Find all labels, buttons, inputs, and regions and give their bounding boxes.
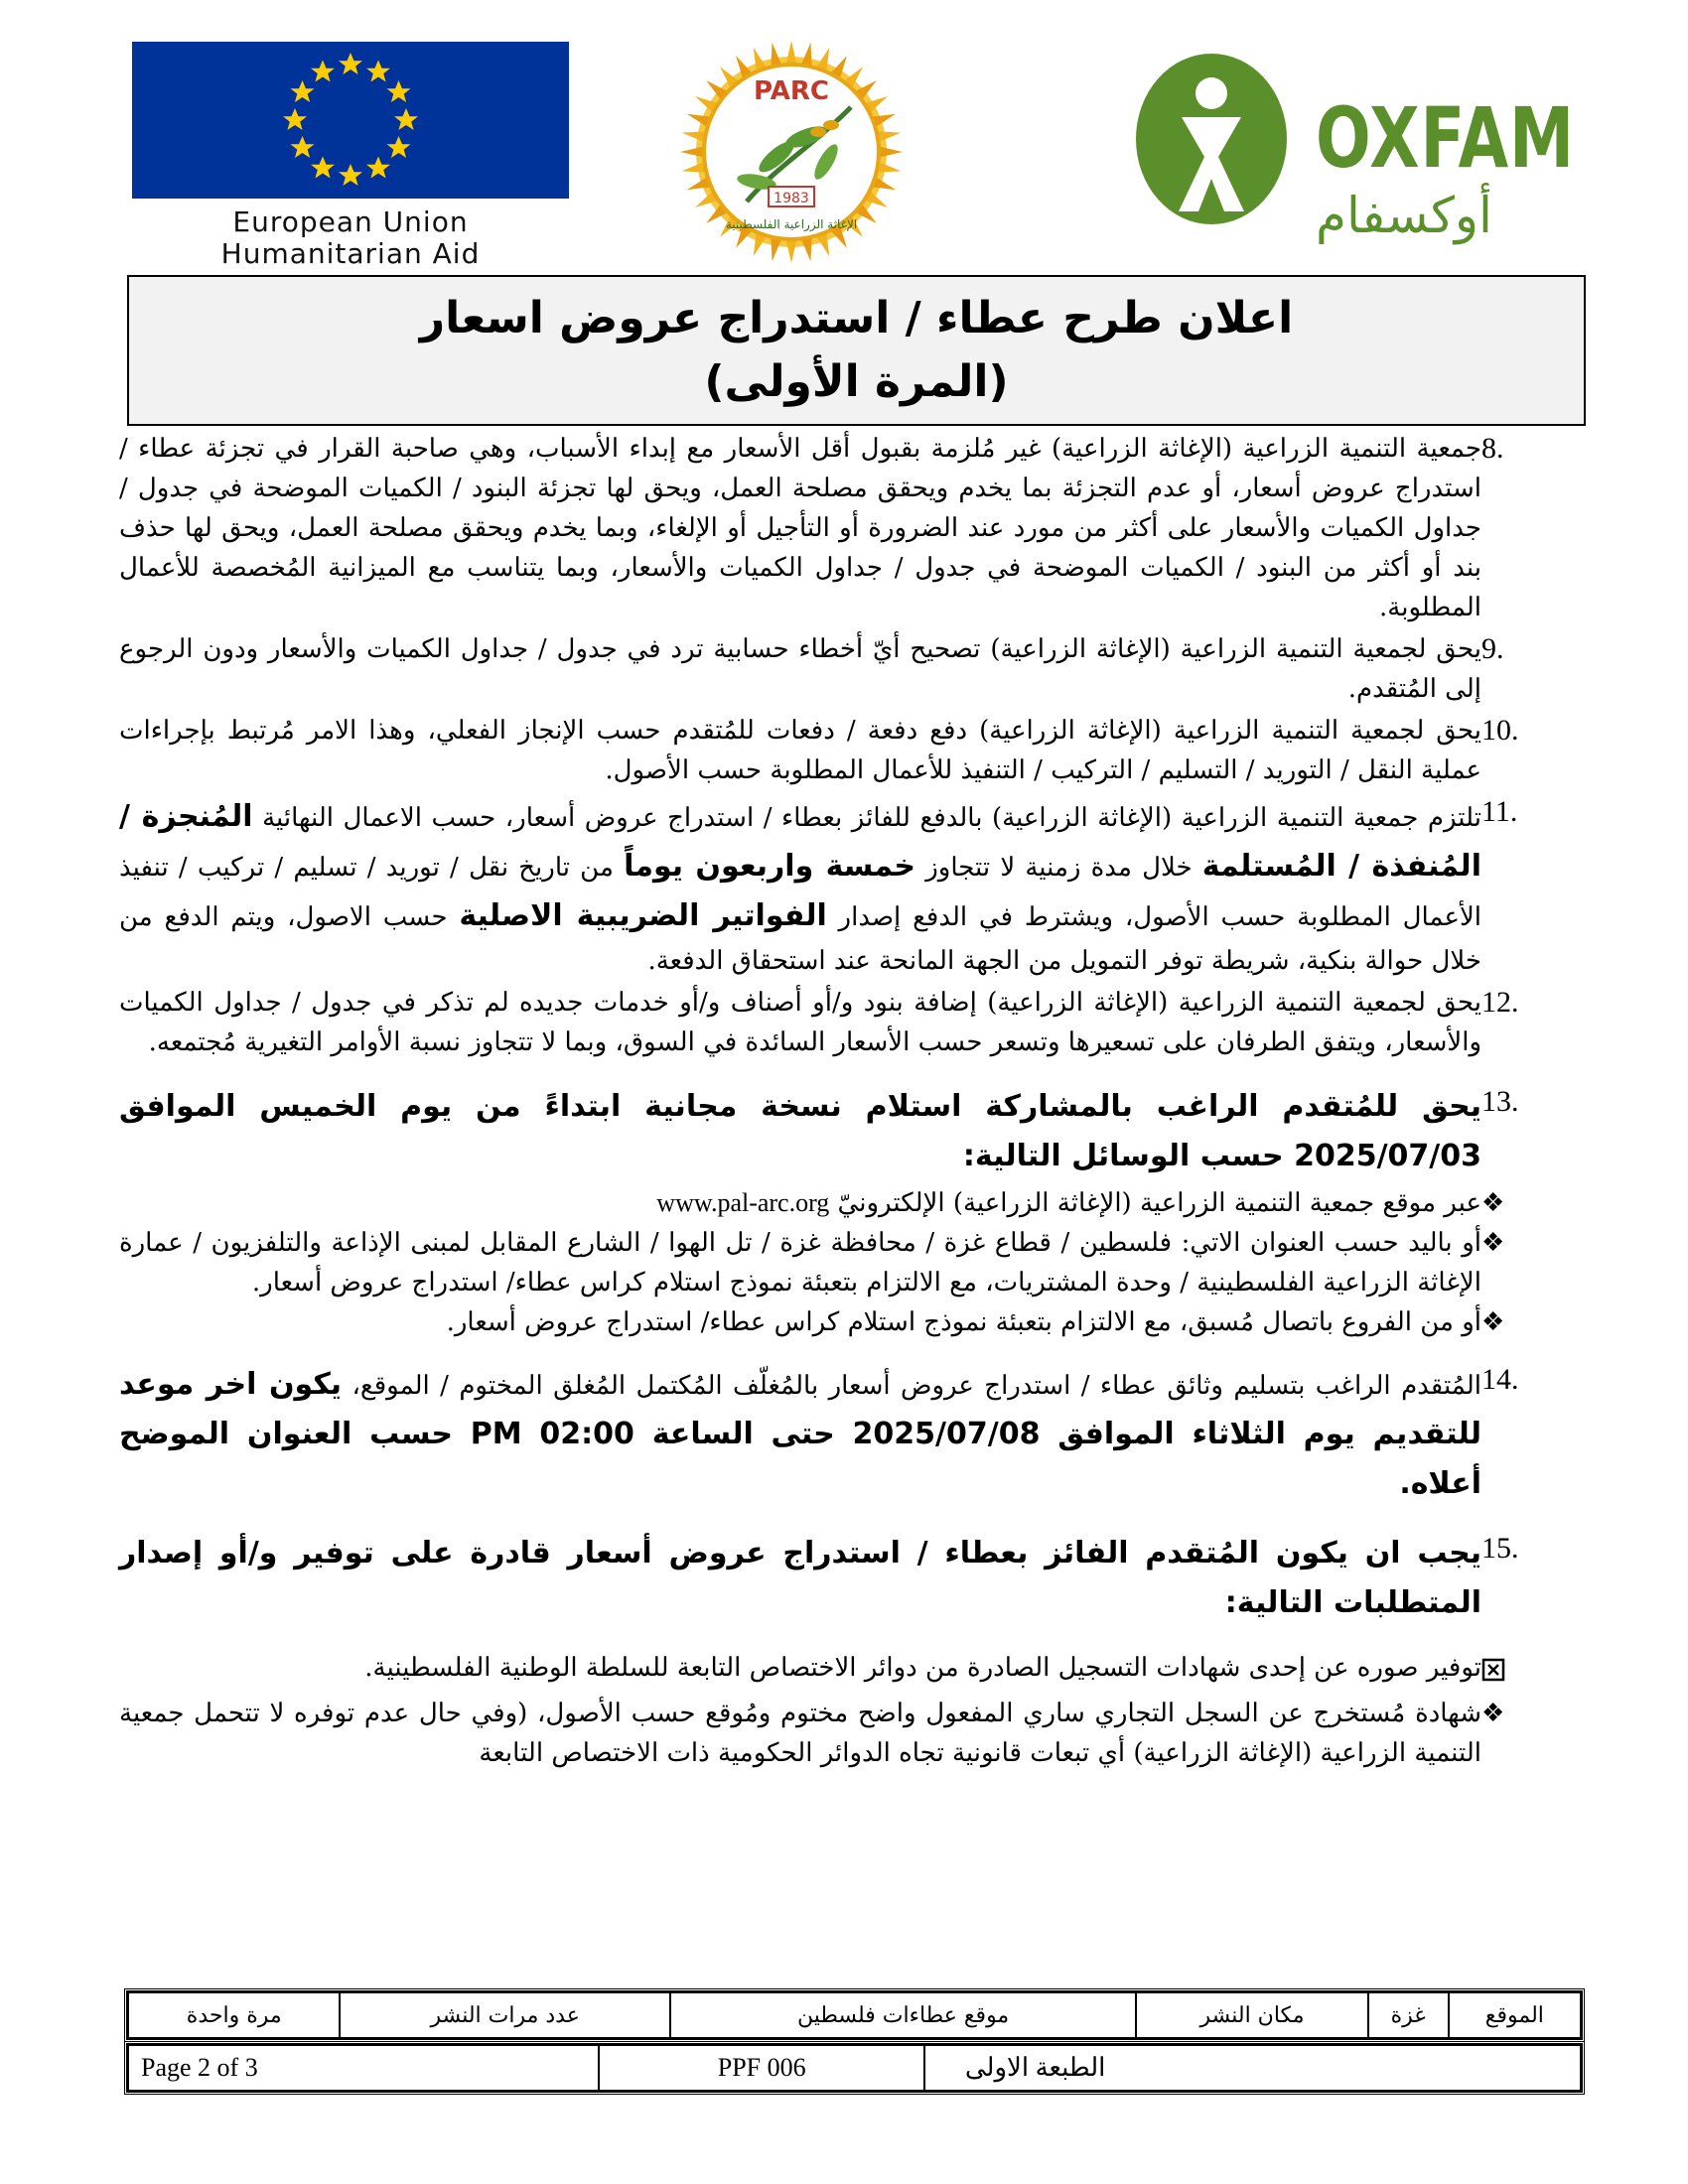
clause-12 — [119, 983, 1529, 1062]
eu-star — [283, 108, 307, 130]
parc-logo — [628, 38, 955, 266]
logos-header — [0, 38, 1688, 270]
page-number-cell: Page 2 of 3 — [128, 2045, 599, 2091]
eu-star — [366, 157, 390, 179]
clause-10 — [119, 711, 1529, 790]
clause-13-bullets — [119, 1183, 1529, 1342]
clause-text: جمعية التنمية الزراعية (الإغاثة الزراعية) غير مُلزمة بقبول أقل الأسعار مع إبداء الأسباب، وهي صاحبة القرار في تجزئة عطاء / استدراج عروض أسعار، أو عدم التجزئة بما يخدم ويحقق مصلحة العمل، ويحق لها تجزئة البنود / الكميات الموضحة في جدول / جداول الكميات والأسعار على أكثر من مورد عند الضرورة أو التأجيل أو الإلغاء، وبما يخدم ويحقق مصلحة العمل، ويحق لها حذف بند أو أكثر من البنود / الكميات الموضحة في جدول / جداول الكميات والأسعار، وبما يتناسب مع الميزانية المُخصصة للأعمال المطلوبة. — [119, 434, 1481, 622]
eu-star — [387, 136, 411, 158]
eu-star — [291, 80, 315, 102]
clause-text: المُتقدم الراغب بتسليم وثائق عطاء / استدراج عروض أسعار بالمُغلّف المُكتمل المُغلق المختوم / الموقع، — [342, 1371, 1481, 1401]
list-item — [119, 1223, 1529, 1302]
announcement-subtitle: (المرة الأولى) — [704, 356, 1009, 407]
eu-star — [339, 53, 362, 74]
parc-letters: PARC — [754, 76, 829, 106]
website-link[interactable]: www.pal-arc.org — [656, 1188, 830, 1217]
clause-bold-part: المُنجزة / المُنفذة / المُستلمة — [119, 799, 1481, 884]
clause-text-part: تلتزم جمعية التنمية الزراعية (الإغاثة الزراعية) بالدفع للفائز بعطاء / استدراج عروض أسعار، حسب الاعمال النهائية — [252, 803, 1481, 833]
oxfam-person-icon — [1127, 48, 1306, 246]
list-item — [119, 1183, 1529, 1223]
clause-number: 13. — [1481, 1085, 1519, 1118]
bullet-text: شهادة مُستخرج عن السجل التجاري ساري المفعول واضح مختوم ومُوقع حسب الأصول، (وفي حال عدم توفره لا تتحمل جمعية التنمية الزراعية (الإغاثة الزراعية) أي تبعات قانونية تجاه الدوائر الحكومية ذات الاختصاص التابعة — [119, 1699, 1481, 1768]
announcement-title-box — [127, 275, 1586, 426]
eu-star — [311, 61, 335, 82]
clause-11 — [119, 792, 1529, 981]
footer-cell: غزة — [1368, 1992, 1449, 2038]
announcement-title: اعلان طرح عطاء / استدراج عروض اسعار — [419, 293, 1294, 343]
bullet-text: أو من الفروع باتصال مُسبق، مع الالتزام بتعبئة نموذج استلام كراس عطاء/ استدراج عروض أسعار. — [446, 1307, 1481, 1337]
eu-star — [311, 157, 335, 179]
terms-content — [119, 429, 1529, 1773]
clause-number: 14. — [1481, 1363, 1519, 1396]
eu-caption-line1: European Union — [232, 205, 469, 238]
publication-info-table — [124, 1988, 1585, 2042]
list-item — [119, 1694, 1529, 1773]
eu-star — [394, 108, 418, 130]
list-item — [119, 1648, 1529, 1694]
clause-number: 12. — [1481, 986, 1519, 1019]
boxed-x-bullet-icon — [1481, 1648, 1529, 1694]
eu-star — [366, 61, 390, 82]
eu-star — [387, 80, 411, 102]
eu-caption-line2: Humanitarian Aid — [220, 237, 481, 270]
parc-arabic-name: الإغاثة الزراعية الفلسطينية — [725, 217, 858, 231]
bullet-text: أو باليد حسب العنوان الاتي: فلسطين / قطاع غزة / محافظة غزة / تل الهوا / الشارع المقابل لمبنى الإذاعة والتلفزيون / عمارة الإغاثة الزراعية الفلسطينية / وحدة المشتريات، مع الالتزام بتعبئة نموذج استلام كراس عطاء/ استدراج عروض أسعار. — [119, 1228, 1481, 1297]
clause-text: يحق لجمعية التنمية الزراعية (الإغاثة الزراعية) إضافة بنود و/أو أصناف و/أو خدمات جديده لم تذكر في جدول / جداول الكميات والأسعار، ويتفق الطرفان على تسعيرها وتسعر حسب الأسعار السائدة في السوق، وبما لا تتجاوز نسبة الأوامر التغيرية مُجتمعه. — [119, 988, 1481, 1057]
parc-year: 1983 — [774, 191, 809, 206]
clause-text: يحق لجمعية التنمية الزراعية (الإغاثة الزراعية) تصحيح أيّ أخطاء حسابية ترد في جدول / جداول الكميات والأسعار ودون الرجوع إلى المُتقدم. — [119, 634, 1481, 704]
clause-text: يحق لجمعية التنمية الزراعية (الإغاثة الزراعية) دفع دفعة / دفعات للمُتقدم حسب الإنجاز الفعلي، وهذا الامر مُرتبط بإجراءات عملية النقل / التوريد / التسليم / التركيب / التنفيذ للأعمال المطلوبة حسب الأصول. — [119, 716, 1482, 785]
eu-flag — [132, 42, 569, 199]
footer-cell: مرة واحدة — [128, 1992, 340, 2038]
clause-13 — [119, 1082, 1529, 1181]
clause-number: 9. — [1481, 632, 1504, 665]
clause-text: يحق للمُتقدم الراغب بالمشاركة استلام نسخة مجانية ابتداءً من يوم الخميس الموافق 2025/07/03 حسب الوسائل التالية: — [119, 1089, 1481, 1173]
form-code-cell: PPF 006 — [599, 2045, 923, 2091]
clause-8 — [119, 429, 1529, 627]
eu-humanitarian-aid-logo — [132, 42, 569, 270]
footer-cell: مكان النشر — [1136, 1992, 1367, 2038]
edition-cell: الطبعة الاولى — [924, 2045, 1581, 2091]
clause-text-part: خلال مدة زمنية لا تتجاوز — [915, 853, 1202, 883]
clause-bold-part: الفواتير الضريبية الاصلية — [459, 898, 827, 933]
document-footer-table — [124, 2041, 1585, 2095]
eu-caption — [132, 206, 569, 270]
clause-text: يجب ان يكون المُتقدم الفائز بعطاء / استدراج عروض أسعار قادرة على توفير و/أو إصدار المتطلبات التالية: — [119, 1536, 1481, 1620]
clause-number: 15. — [1481, 1532, 1519, 1565]
diamond-bullet-icon: ❖ — [1481, 1188, 1505, 1218]
eu-star — [291, 136, 315, 158]
diamond-bullet-icon: ❖ — [1481, 1228, 1505, 1258]
clause-bold-part: خمسة واربعون يوماً — [624, 849, 916, 884]
footer-cell: الموقع — [1449, 1992, 1581, 2038]
bullet-text: توفير صوره عن إحدى شهادات التسجيل الصادرة من دوائر الاختصاص التابعة للسلطة الوطنية الفلسطينية. — [364, 1653, 1481, 1683]
deadline-text: يكون اخر موعد للتقديم يوم الثلاثاء الموافق 2025/07/08 حتى الساعة 02:00 PM حسب العنوان الموضح أعلاه. — [119, 1367, 1481, 1501]
eu-star — [339, 164, 362, 186]
list-item — [119, 1302, 1529, 1342]
clause-text-part: من تاريخ نقل / توريد / تسليم / تركيب / تنفيذ الأعمال المطلوبة حسب الأصول، ويشترط في الدفع إصدار — [119, 853, 1482, 932]
parc-sun-emblem-icon — [628, 38, 955, 266]
clause-number: 10. — [1481, 714, 1519, 747]
clause-15 — [119, 1529, 1529, 1628]
eu-stars-icon — [132, 42, 569, 199]
clause-number: 11. — [1481, 795, 1518, 828]
clause-text — [119, 792, 1481, 981]
clause-9 — [119, 629, 1529, 709]
footer-cell: موقع عطاءات فلسطين — [670, 1992, 1136, 2038]
oxfam-logo — [1127, 48, 1575, 246]
bullet-text: عبر موقع جمعية التنمية الزراعية (الإغاثة الزراعية) الإلكترونيّ — [829, 1188, 1481, 1218]
clause-14 — [119, 1360, 1529, 1509]
oxfam-wordmark: OXFAM — [1316, 89, 1575, 187]
clause-text-part: حسب الاصول، ويتم الدفع من خلال حوالة بنكية، شريطة توفر التمويل من الجهة المانحة عند استحقاق الدفعة. — [119, 902, 1481, 976]
diamond-bullet-icon: ❖ — [1481, 1699, 1505, 1728]
clause-15-bullets — [119, 1648, 1529, 1773]
diamond-bullet-icon: ❖ — [1481, 1307, 1505, 1337]
clause-number: 8. — [1481, 432, 1504, 465]
oxfam-arabic-wordmark: أوكسفام — [1316, 187, 1492, 244]
footer-cell: عدد مرات النشر — [340, 1992, 669, 2038]
